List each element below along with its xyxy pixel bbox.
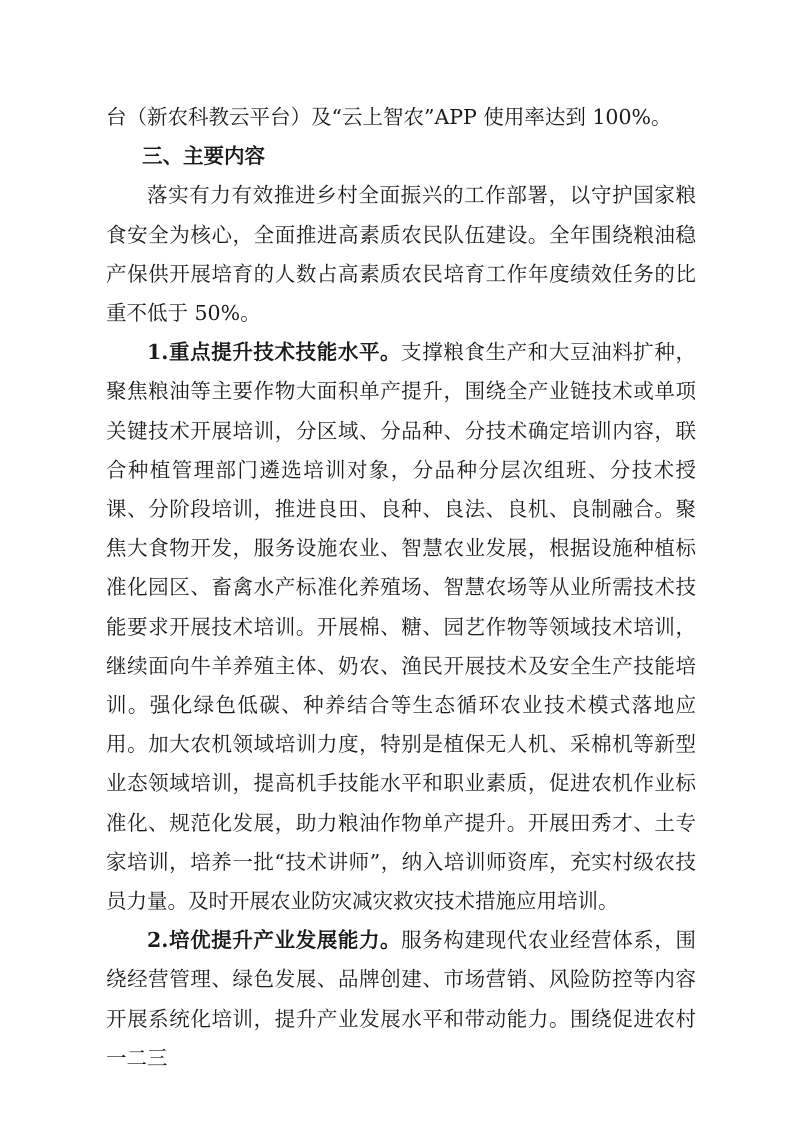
continuation-paragraph: 台（新农科教云平台）及“云上智农”APP 使用率达到 100%。 — [106, 105, 672, 129]
item-1-lead: 1.重点提升技术技能水平。 — [147, 340, 402, 365]
item-2-body: 服务构建现代农业经营体系，围绕经营管理、绿色发展、品牌创建、市场营销、风险防控等内容开展系统化培训，提升产业发展水平和带动能力。围绕促进农村一二三 — [106, 928, 697, 1070]
item-2-lead: 2.培优提升产业发展能力。 — [147, 928, 402, 953]
intro-paragraph: 落实有力有效推进乡村全面振兴的工作部署，以守护国家粮食安全为核心，全面推进高素质农民队伍建设。全年围绕粮油稳产保供开展培育的人数占高素质农民培育工作年度绩效任务的比重不低于 50%。 — [106, 183, 696, 326]
item-2-paragraph — [106, 921, 696, 1078]
section-heading: 三、主要内容 — [142, 144, 265, 169]
item-1-body: 支撑粮食生产和大豆油料扩种，聚焦粮油等主要作物大面积单产提升，围绕全产业链技术或单项关键技术开展培训，分区域、分品种、分技术确定培训内容，联合种植管理部门遴选培训对象，分品种分层次组班、分技术授课、分阶段培训，推进良田、良种、良法、良机、良制融合。聚焦大食物开发，服务设施农业、智慧农业发展，根据设施种植标准化园区、畜禽水产标准化养殖场、智慧农场等从业所需技术技能要求开展技术培训。开展棉、糖、园艺作物等领域技术培训，继续面向牛羊养殖主体、奶农、渔民开展技术及安全生产技能培训。强化绿色低碳、种养结合等生态循环农业技术模式落地应用。加大农机领域培训力度，特别是植保无人机、采棉机等新型业态领域培训，提高机手技能水平和职业素质，促进农机作业标准化、规范化发展，助力粮油作物单产提升。开展田秀才、土专家培训，培养一批“技术讲师”，纳入培训师资库，充实村级农技员力量。及时开展农业防灾减灾救灾技术措施应用培训。 — [106, 340, 697, 914]
item-1-paragraph — [106, 333, 696, 921]
document-body — [106, 98, 696, 1078]
